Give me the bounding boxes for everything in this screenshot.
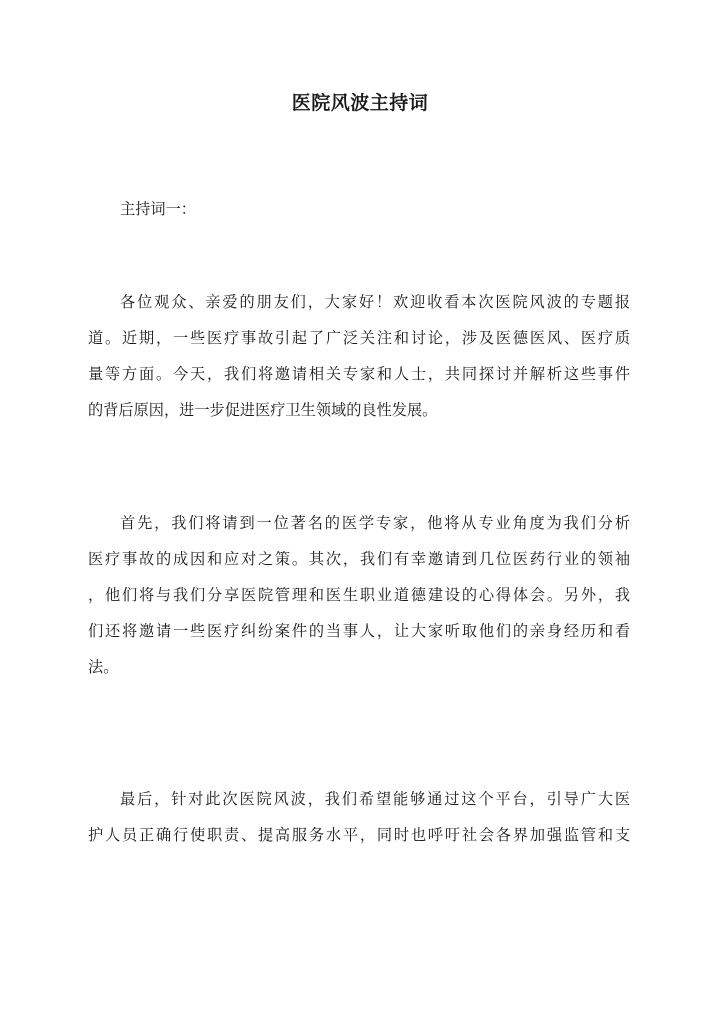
paragraph-line: 医疗事故的成因和应对之策。其次，我们有幸邀请到几位医药行业的领袖	[88, 550, 630, 568]
section-label-paragraph	[88, 191, 630, 227]
paragraph-line: 各位观众、亲爱的朋友们，大家好！欢迎收看本次医院风波的专题报	[120, 293, 630, 311]
paragraph-line: 量等方面。今天，我们将邀请相关专家和人士，共同探讨并解析这些事件	[88, 365, 630, 383]
paragraph-line: ，他们将与我们分享医院管理和医生职业道德建设的心得体会。另外，我	[88, 586, 630, 604]
paragraph-line: 首先，我们将请到一位著名的医学专家，他将从专业角度为我们分析	[120, 514, 630, 532]
paragraph-1	[88, 284, 630, 428]
paragraph-line: 护人员正确行使职责、提高服务水平，同时也呼吁社会各界加强监管和支	[88, 826, 630, 844]
paragraph-line: 们还将邀请一些医疗纠纷案件的当事人，让大家听取他们的亲身经历和看	[88, 622, 630, 640]
paragraph-line: 法。	[88, 658, 119, 676]
paragraph-line: 道。近期，一些医疗事故引起了广泛关注和讨论，涉及医德医风、医疗质	[88, 329, 630, 347]
paragraph-3	[88, 781, 630, 853]
paragraph-line: 的背后原因，进一步促进医疗卫生领域的良性发展。	[88, 401, 438, 419]
section-label: 主持词一：	[120, 200, 196, 218]
paragraph-line: 最后，针对此次医院风波，我们希望能够通过这个平台，引导广大医	[120, 790, 630, 808]
paragraph-2	[88, 505, 630, 685]
document-title: 医院风波主持词	[291, 92, 429, 114]
